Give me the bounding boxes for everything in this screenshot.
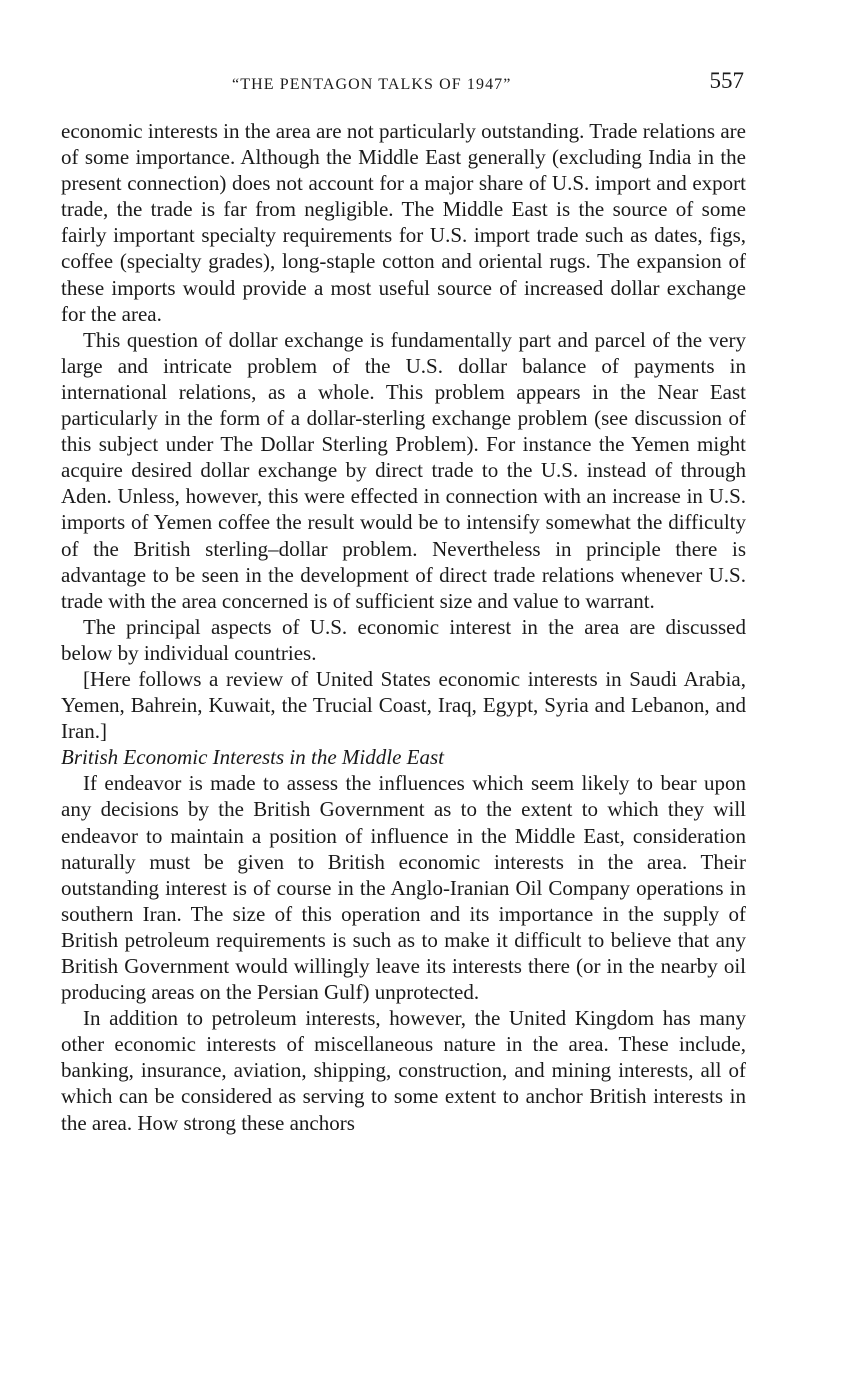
document-page [61,66,746,1135]
body-text [61,118,746,1136]
running-head [61,66,746,106]
page-number: 557 [709,68,744,93]
paragraph-dollar-exchange: This question of dollar exchange is fundamentally part and parcel of the very large and intricate problem of the U.S. dollar balance of payments in international relations, as a whole. This problem appears in the Near East particularly in the form of a dollar-sterling exchange problem (see discussion of this subject under The Dollar Sterling Problem). For instance the Yemen might acquire desired dollar exchange by direct trade to the U.S. instead of through Aden. Unless, however, this were effected in connection with an increase in U.S. imports of Yemen coffee the result would be to intensify somewhat the difficulty of the British sterling–dollar problem. Nevertheless in principle there is advantage to be seen in the development of direct trade relations whenever U.S. trade with the area concerned is of sufficient size and value to warrant. [61,327,746,613]
paragraph-principal-aspects: The principal aspects of U.S. economic interest in the area are discussed below by individual countries. [61,614,746,665]
paragraph-british-influence: If endeavor is made to assess the influences which seem likely to bear upon any decisions by the British Government as to the extent to which they will endeavor to maintain a position of influence in the Middle East, consideration naturally must be given to British economic interests in the area. Their outstanding interest is of course in the Anglo-Iranian Oil Company operations in southern Iran. The size of this operation and its importance in the supply of British petroleum requirements is such as to make it difficult to believe that any British Government would willingly leave its interests there (or in the nearby oil producing areas on the Persian Gulf) unprotected. [61,771,746,1005]
paragraph-editorial-note: [Here follows a review of United States economic interests in Saudi Arabia, Yemen, Bahrein, Kuwait, the Trucial Coast, Iraq, Egypt, Syria and Lebanon, and Iran.] [61,666,746,744]
section-heading: British Economic Interests in the Middle East [61,745,444,770]
paragraph-continuation: economic interests in the area are not particularly outstanding. Trade relations are of some importance. Although the Middle East generally (excluding India in the present connection) does not account for a major share of U.S. import and export trade, the trade is far from negligible. The Middle East is the source of some fairly important specialty requirements for U.S. import trade such as dates, figs, coffee (specialty grades), long-staple cotton and oriental rugs. The expansion of these imports would provide a most useful source of increased dollar exchange for the area. [61,119,746,326]
paragraph-other-interests: In addition to petroleum interests, however, the United Kingdom has many other economic interests of miscellaneous nature in the area. These include, banking, insurance, aviation, shipping, construction, and mining interests, all of which can be considered as serving to some extent to anchor British interests in the area. How strong these anchors [61,1006,746,1135]
running-title: “THE PENTAGON TALKS OF 1947” [232,76,512,93]
